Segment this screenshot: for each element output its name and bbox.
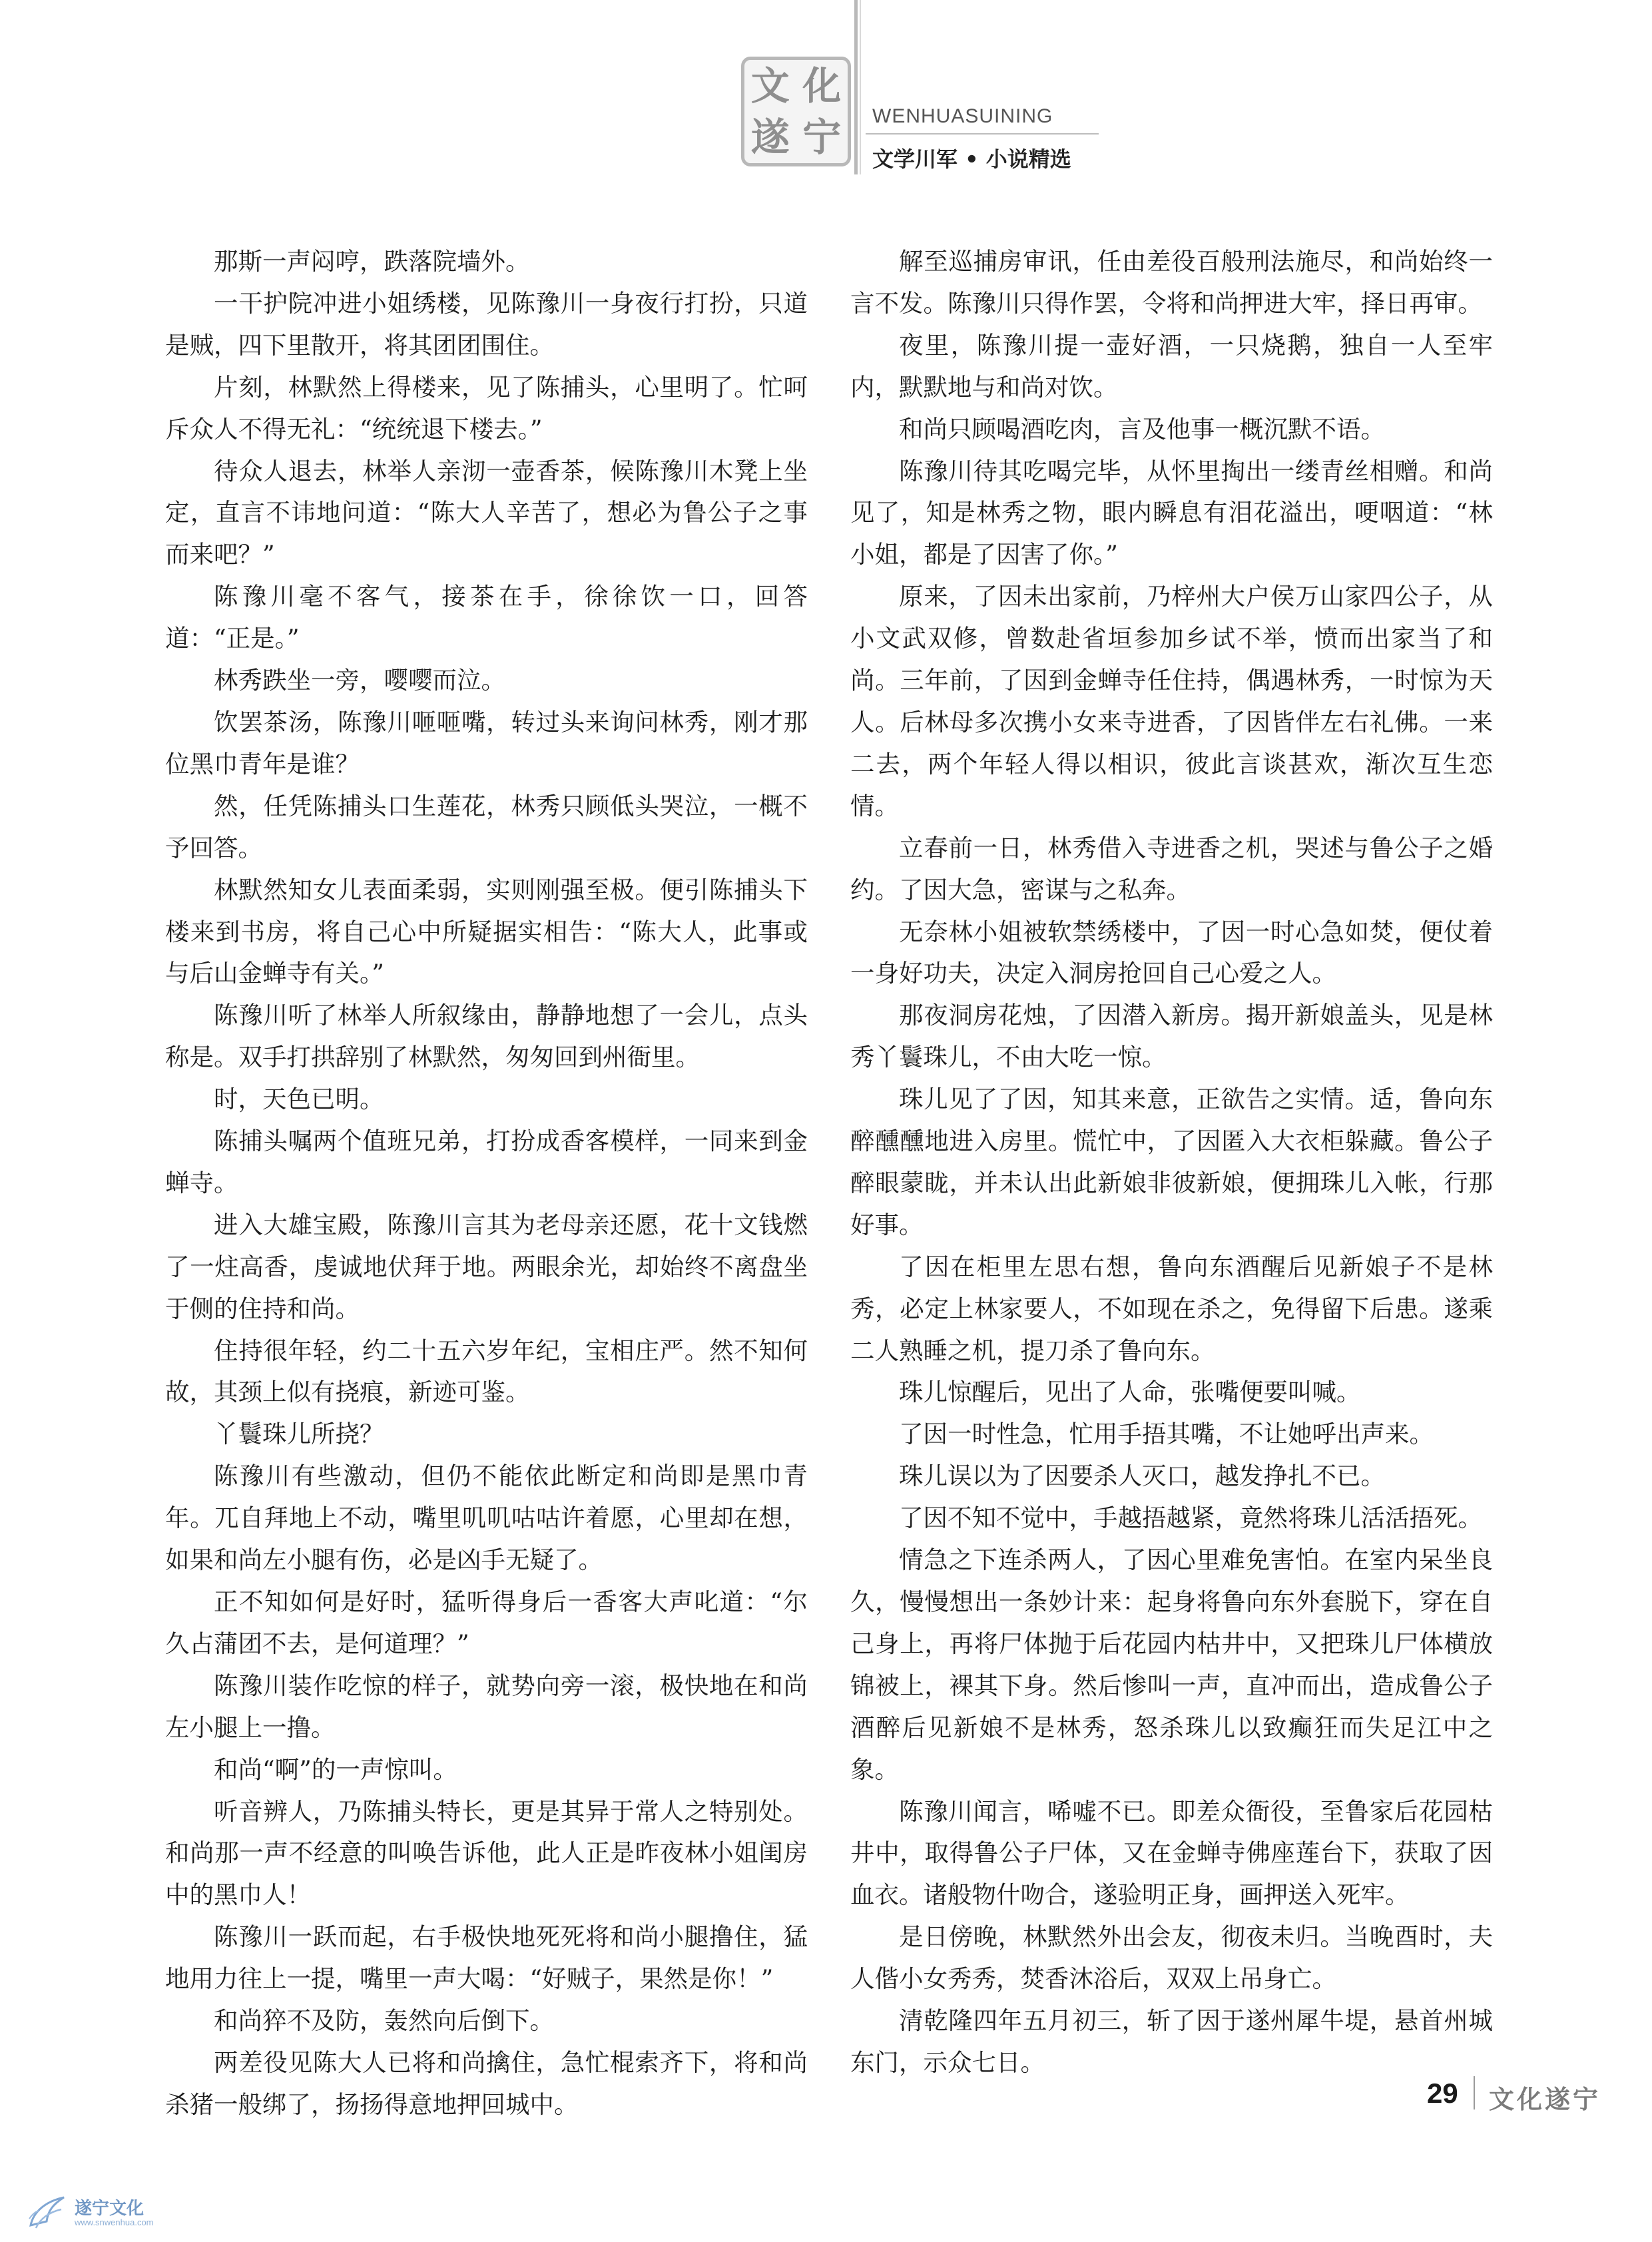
logo-char-1: 文: [750, 63, 790, 109]
logo-char-2: 化: [802, 63, 842, 109]
magazine-pinyin-title: WENHUASUINING: [872, 105, 1053, 127]
paragraph: 和尚只顾喝酒吃肉，言及他事一概沉默不语。: [899, 414, 1385, 443]
paragraph: 解至巡捕房审讯，任由差役百般刑法施尽，和尚始终一言不发。陈豫川只得作罢，令将和尚押进大牢，择日再审。: [850, 247, 1493, 318]
footer-divider: [1474, 2076, 1475, 2109]
paragraph: 珠儿惊醒后，见出了人命，张嘴便要叫喊。: [899, 1378, 1361, 1407]
watermark-url: www.snwenhua.com: [75, 2217, 154, 2227]
paragraph: 那斯一声闷哼，跌落院墙外。: [214, 247, 530, 276]
header-vertical-rule-thin: [860, 0, 861, 174]
paragraph: 进入大雄宝殿，陈豫川言其为老母亲还愿，花十文钱燃了一炷高香，虔诚地伏拜于地。两眼余光，却始终不离盘坐于侧的住持和尚。: [165, 1210, 808, 1323]
paragraph: 林默然知女儿表面柔弱，实则刚强至极。便引陈捕头下楼来到书房，将自己心中所疑据实相告：“陈大人，此事或与后山金蝉寺有关。”: [165, 875, 808, 988]
header-vertical-rule: [854, 0, 858, 174]
paragraph: 情急之下连杀两人，了因心里难免害怕。在室内呆坐良久，慢慢想出一条妙计来：起身将鲁向东外套脱下，穿在自己身上，再将尸体抛于后花园内枯井中，又把珠儿尸体横放锦被上，裸其下身。然后惨叫一声，直冲而出，造成鲁公子酒醉后见新娘不是林秀，怒杀珠儿以致癫狂而失足江中之象。: [850, 1545, 1493, 1784]
text-column-right: [850, 241, 1493, 2084]
paragraph: 片刻，林默然上得楼来，见了陈捕头，心里明了。忙呵斥众人不得无礼：“统统退下楼去。”: [165, 372, 808, 443]
paragraph: 夜里，陈豫川提一壶好酒，一只烧鹅，独自一人至牢内，默默地与和尚对饮。: [850, 330, 1493, 402]
watermark-title: 遂宁文化: [75, 2199, 144, 2219]
paragraph: 无奈林小姐被软禁绣楼中，了因一时心急如焚，便仗着一身好功夫，决定入洞房抢回自己心爱之人。: [850, 917, 1493, 988]
paragraph: 听音辨人，乃陈捕头特长，更是其异于常人之特别处。和尚那一声不经意的叫唤告诉他，此人正是昨夜林小姐闺房中的黑巾人！: [165, 1797, 808, 1910]
paragraph: 了因不知不觉中，手越捂越紧，竟然将珠儿活活捂死。: [899, 1504, 1482, 1533]
paragraph: 住持很年轻，约二十五六岁年纪，宝相庄严。然不知何故，其颈上似有挠痕，新迹可鉴。: [165, 1336, 808, 1407]
paragraph: 了因在柜里左思右想，鲁向东酒醒后见新娘子不是林秀，必定上林家要人，不如现在杀之，免得留下后患。遂乘二人熟睡之机，提刀杀了鲁向东。: [850, 1252, 1493, 1365]
magazine-logo-seal: [741, 57, 851, 166]
paragraph: 陈豫川有些激动，但仍不能依此断定和尚即是黑巾青年。兀自拜地上不动，嘴里叽叽咕咕许着愿，心里却在想，如果和尚左小腿有伤，必是凶手无疑了。: [165, 1462, 808, 1575]
paragraph: 陈豫川闻言，唏嘘不已。即差众衙役，至鲁家后花园枯井中，取得鲁公子尸体，又在金蝉寺佛座莲台下，获取了因血衣。诸般物什吻合，遂验明正身，画押送入死牢。: [850, 1797, 1493, 1910]
paragraph: 时，天色已明。: [214, 1085, 384, 1114]
paragraph: 清乾隆四年五月初三，斩了因于遂州犀牛堤，悬首州城东门，示众七日。: [850, 2006, 1493, 2077]
publisher-watermark: [27, 2192, 200, 2232]
paragraph: 丫鬟珠儿所挠？: [214, 1420, 384, 1449]
section-title: 文学川军 • 小说精选: [872, 146, 1071, 172]
paragraph: 陈豫川一跃而起，右手极快地死死将和尚小腿撸住，猛地用力往上一提，嘴里一声大喝：“好贼子，果然是你！”: [165, 1922, 808, 1994]
footer-brand: 文化遂宁: [1489, 2084, 1601, 2114]
paragraph: 陈豫川毫不客气，接茶在手，徐徐饮一口，回答道：“正是。”: [165, 582, 808, 653]
paragraph: 珠儿见了了因，知其来意，正欲告之实情。适，鲁向东醉醺醺地进入房里。慌忙中，了因匿入大衣柜躲藏。鲁公子醉眼蒙眬，并未认出此新娘非彼新娘，便拥珠儿入帐，行那好事。: [850, 1085, 1493, 1239]
paragraph: 是日傍晚，林默然外出会友，彻夜未归。当晚酉时，夫人偕小女秀秀，焚香沐浴后，双双上吊身亡。: [850, 1922, 1493, 1994]
paragraph: 陈豫川待其吃喝完毕，从怀里掏出一缕青丝相赠。和尚见了，知是林秀之物，眼内瞬息有泪花溢出，哽咽道：“林小姐，都是了因害了你。”: [850, 456, 1493, 569]
paragraph: 饮罢茶汤，陈豫川咂咂嘴，转过头来询问林秀，刚才那位黑巾青年是谁？: [165, 707, 808, 778]
paragraph: 正不知如何是好时，猛听得身后一香客大声叱道：“尔久占蒲团不去，是何道理？”: [165, 1587, 808, 1658]
logo-char-4: 宁: [802, 115, 842, 160]
paragraph: 和尚猝不及防，轰然向后倒下。: [214, 2006, 554, 2036]
paragraph: 待众人退去，林举人亲沏一壶香茶，候陈豫川木凳上坐定，直言不讳地问道：“陈大人辛苦了，想必为鲁公子之事而来吧？”: [165, 456, 808, 569]
paragraph: 两差役见陈大人已将和尚擒住，急忙棍索齐下，将和尚杀猪一般绑了，扬扬得意地押回城中。: [165, 2048, 808, 2119]
logo-char-3: 遂: [750, 115, 790, 160]
paragraph: 林秀跌坐一旁，嘤嘤而泣。: [214, 666, 505, 695]
wing-logo-icon: [27, 2192, 68, 2232]
paragraph: 立春前一日，林秀借入寺进香之机，哭述与鲁公子之婚约。了因大急，密谋与之私奔。: [850, 833, 1493, 904]
paragraph: 陈豫川听了林举人所叙缘由，静静地想了一会儿，点头称是。双手打拱辞别了林默然，匆匆回到州衙里。: [165, 1001, 808, 1072]
paragraph: 珠儿误以为了因要杀人灭口，越发挣扎不已。: [899, 1462, 1385, 1491]
header-divider: [866, 133, 1099, 135]
page-number: 29: [1427, 2078, 1458, 2109]
paragraph: 和尚“啊”的一声惊叫。: [214, 1755, 457, 1784]
text-column-left: [165, 241, 808, 2126]
paragraph: 陈捕头嘱两个值班兄弟，打扮成香客模样，一同来到金蝉寺。: [165, 1127, 808, 1197]
paragraph: 陈豫川装作吃惊的样子，就势向旁一滚，极快地在和尚左小腿上一撸。: [165, 1671, 808, 1742]
paragraph: 然，任凭陈捕头口生莲花，林秀只顾低头哭泣，一概不予回答。: [165, 791, 808, 862]
paragraph: 了因一时性急，忙用手捂其嘴，不让她呼出声来。: [899, 1420, 1434, 1449]
paragraph: 那夜洞房花烛，了因潜入新房。揭开新娘盖头，见是林秀丫鬟珠儿，不由大吃一惊。: [850, 1001, 1493, 1072]
paragraph: 原来，了因未出家前，乃梓州大户侯万山家四公子，从小文武双修，曾数赴省垣参加乡试不举，愤而出家当了和尚。三年前，了因到金蝉寺任住持，偶遇林秀，一时惊为天人。后林母多次携小女来寺进香，了因皆伴左右礼佛。一来二去，两个年轻人得以相识，彼此言谈甚欢，渐次互生恋情。: [850, 582, 1493, 820]
paragraph: 一干护院冲进小姐绣楼，见陈豫川一身夜行打扮，只道是贼，四下里散开，将其团团围住。: [165, 288, 808, 360]
